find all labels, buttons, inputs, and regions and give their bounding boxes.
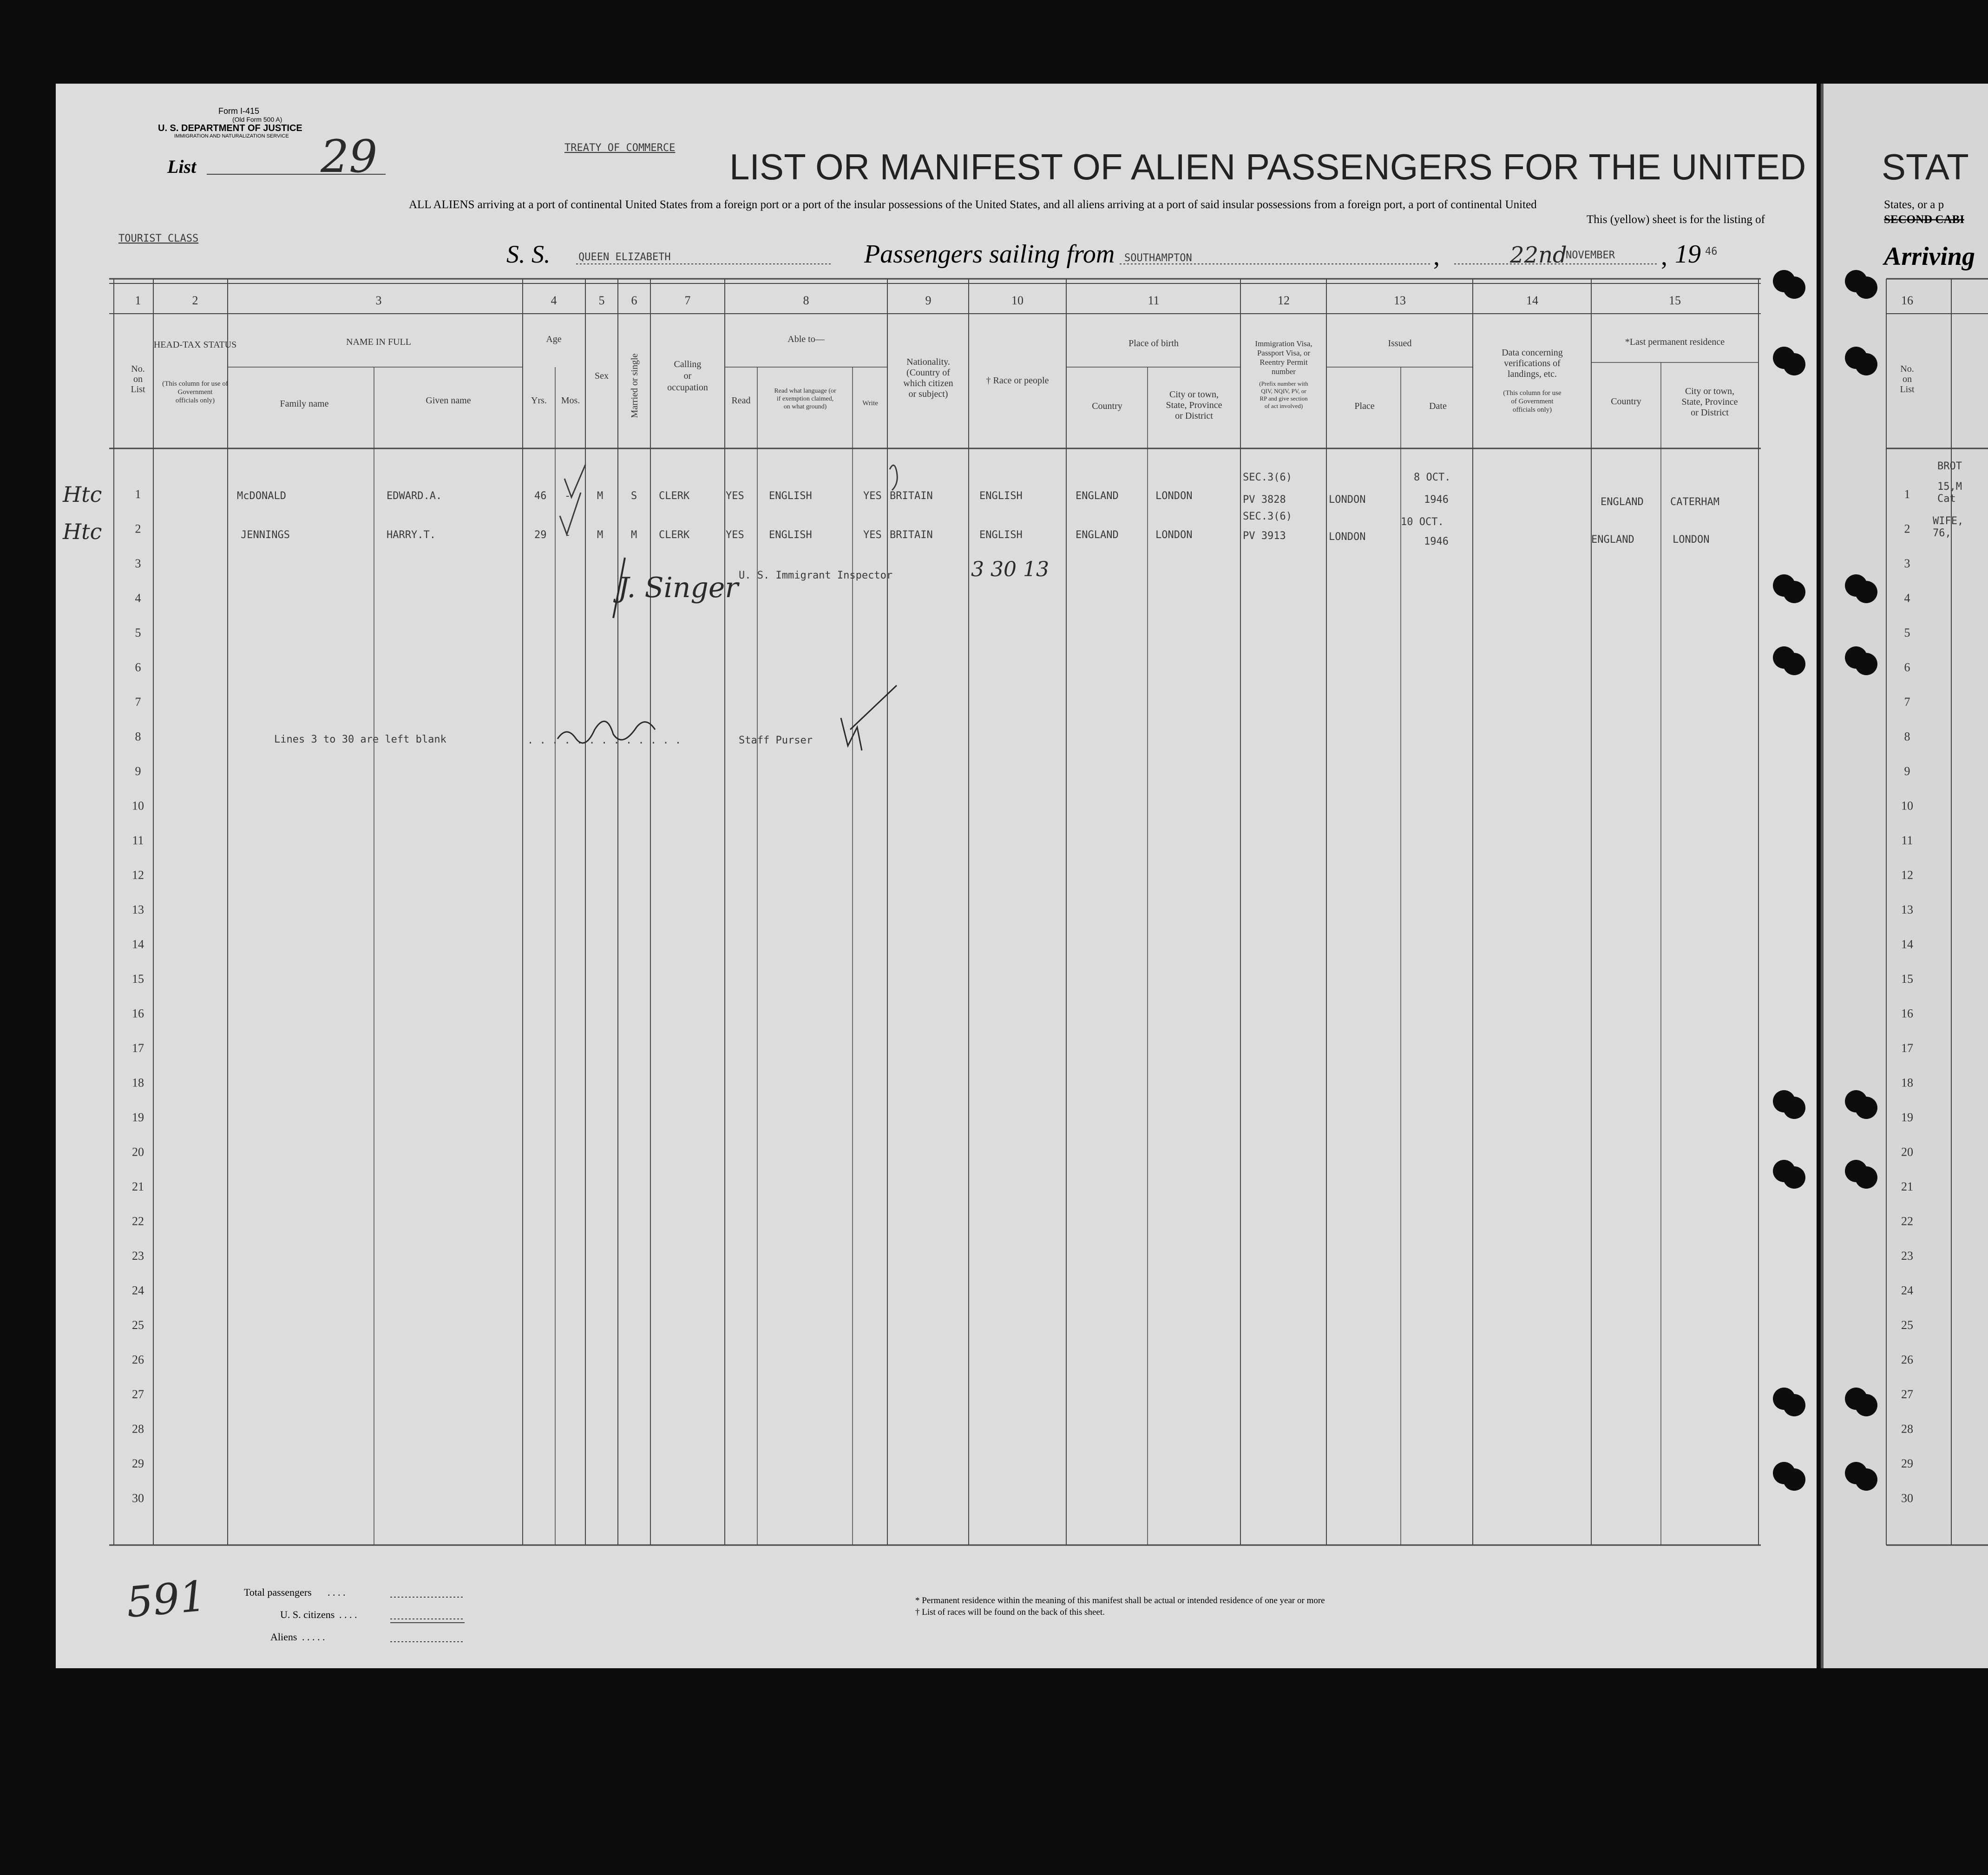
svg-text:landings, etc.: landings, etc.: [1507, 369, 1557, 379]
line-number: 23: [1901, 1249, 1913, 1263]
svg-text:RP and give section: RP and give section: [1260, 395, 1308, 402]
column-number: 4: [551, 294, 557, 307]
line-number: 5: [135, 626, 141, 639]
nationality-cell: BRITAIN: [890, 490, 933, 502]
age-cell: 29: [534, 529, 547, 541]
line-number: 11: [132, 834, 144, 847]
svg-text:QIV, NQIV, PV, or: QIV, NQIV, PV, or: [1261, 388, 1306, 395]
line-number: 24: [1901, 1283, 1913, 1297]
line-number: 27: [132, 1388, 144, 1401]
family-name-cell: JENNINGS: [241, 529, 290, 541]
svg-text:List: List: [1900, 384, 1915, 395]
line-number: 12: [132, 868, 144, 882]
svg-text:which citizen: which citizen: [903, 378, 953, 388]
visa-number-cell: PV 3913: [1243, 530, 1286, 542]
svg-text:(This column for use: (This column for use: [1503, 389, 1562, 397]
treaty-label: TREATY OF COMMERCE: [564, 142, 676, 154]
line-number: 30: [132, 1491, 144, 1505]
column-number: 10: [1011, 294, 1024, 307]
svg-text:officials only): officials only): [175, 397, 215, 404]
svg-text:Government: Government: [177, 388, 213, 396]
svg-text:on what ground): on what ground): [783, 403, 827, 410]
year-suffix: 46: [1705, 246, 1718, 257]
svg-text:State, Province: State, Province: [1681, 397, 1738, 407]
punch-hole: [1855, 353, 1877, 375]
read-cell: YES: [726, 529, 744, 541]
line-number: 1: [135, 487, 141, 501]
sailing-label: Passengers sailing from: [864, 240, 1115, 269]
family-name-cell: McDONALD: [237, 490, 286, 502]
line-number: 30: [1901, 1491, 1913, 1505]
months-cell: -: [564, 529, 571, 541]
column-number: 7: [684, 294, 691, 307]
issued-date-heading: Date: [1429, 401, 1447, 411]
family-name-heading: Family name: [280, 399, 329, 409]
line-number: 10: [1901, 799, 1913, 813]
residence-country-cell: ENGLAND: [1591, 534, 1634, 546]
list-label: List: [167, 156, 197, 177]
svg-text:City or town,: City or town,: [1685, 386, 1735, 396]
issued-place-cell: LONDON: [1329, 531, 1366, 543]
line-number: 9: [135, 764, 141, 778]
manifest-subtitle: ALL ALIENS arriving at a port of continental United States from a foreign port or a port of the insular possessions of the United States, and all aliens arriving at a port of said insular possessions from a foreign port, a port of continental United: [409, 198, 1537, 211]
line-number: 17: [132, 1041, 144, 1055]
married-heading: Married or single: [630, 353, 640, 418]
punch-hole: [1783, 1468, 1805, 1491]
col16-cell: BROT: [1937, 461, 1962, 472]
list-number: 29: [321, 131, 378, 183]
line-number: 15: [1901, 972, 1913, 986]
line-number: 3: [1904, 557, 1910, 570]
line-number: 29: [1901, 1457, 1913, 1470]
manifest-title: LIST OR MANIFEST OF ALIEN PASSENGERS FOR THE UNITED: [729, 146, 1806, 187]
line-number: 8: [1904, 730, 1910, 743]
birth-city-cell: LONDON: [1155, 490, 1193, 502]
punch-hole: [1855, 1468, 1877, 1491]
visa-section-cell: SEC.3(6): [1243, 472, 1292, 483]
manifest-sheet: [56, 84, 1817, 1668]
occupation-cell: CLERK: [659, 490, 690, 502]
line-number: 6: [135, 660, 141, 674]
line-number: 21: [132, 1180, 144, 1193]
ship-name: QUEEN ELIZABETH: [578, 251, 671, 263]
total-passengers-label: Total passengers: [244, 1586, 312, 1598]
line-number: 7: [135, 695, 141, 709]
column-number: 15: [1669, 294, 1681, 307]
line-number: 8: [135, 730, 141, 743]
svg-text:List: List: [131, 384, 145, 395]
able-to-heading: Able to—: [787, 334, 825, 344]
mos-heading: Mos.: [561, 395, 580, 406]
department: U. S. DEPARTMENT OF JUSTICE: [158, 123, 302, 133]
manifest-subtitle-continued: States, or a p: [1884, 198, 1944, 211]
birth-heading: Place of birth: [1129, 338, 1179, 349]
us-citizens-label: U. S. citizens: [280, 1609, 335, 1620]
language-cell: ENGLISH: [769, 529, 812, 541]
svg-text:No.: No.: [131, 364, 145, 374]
second-cabin: SECOND CABI: [1884, 213, 1964, 226]
line-number: 25: [1901, 1318, 1913, 1332]
sailing-day: 22nd: [1510, 242, 1567, 268]
svg-text:or: or: [683, 371, 692, 381]
inspector-date: 3 30 13: [971, 558, 1049, 581]
name-heading: NAME IN FULL: [346, 337, 411, 347]
col16-cell: WIFE,: [1933, 515, 1964, 527]
language-cell: ENGLISH: [769, 490, 812, 502]
punch-hole: [1783, 276, 1805, 299]
form-number: Form I-415: [218, 106, 260, 116]
line-number: 25: [132, 1318, 144, 1332]
line-number: 7: [1904, 695, 1910, 709]
line-number: 22: [132, 1214, 144, 1228]
class-label: TOURIST CLASS: [118, 233, 199, 244]
line-number: 23: [132, 1249, 144, 1263]
line-number: 16: [1901, 1007, 1913, 1020]
line-number: 2: [135, 522, 141, 536]
col16-cell: 15,M: [1937, 481, 1962, 493]
manifest-title-continued: STAT: [1882, 146, 1969, 187]
svg-text:. . . .: . . . .: [339, 1609, 357, 1620]
read-heading: Read: [731, 395, 751, 406]
purser-title: Staff Purser: [739, 735, 813, 746]
column-number: 5: [598, 294, 605, 307]
age-heading: Age: [546, 334, 562, 344]
column-number: 9: [925, 294, 932, 307]
sex-cell: M: [597, 529, 604, 541]
line-number: 28: [132, 1422, 144, 1436]
line-number: 12: [1901, 868, 1913, 882]
column-number: 16: [1901, 294, 1913, 307]
port-name: SOUTHAMPTON: [1124, 252, 1192, 264]
column-number: 12: [1278, 294, 1290, 307]
row-mark: Htc: [63, 482, 102, 507]
marital-cell: M: [631, 529, 637, 541]
issued-place-heading: Place: [1354, 401, 1375, 411]
svg-text:(This column for use of: (This column for use of: [162, 380, 228, 388]
year-prefix: 19: [1675, 240, 1701, 269]
svg-text:or subject): or subject): [908, 389, 948, 399]
line-number: 13: [132, 903, 144, 916]
svg-text:Immigration Visa,: Immigration Visa,: [1255, 339, 1312, 348]
line-number: 15: [132, 972, 144, 986]
write-heading: Write: [862, 400, 878, 407]
svg-text:or District: or District: [1175, 411, 1213, 421]
svg-text:of Government: of Government: [1511, 398, 1554, 405]
ss-label: S. S.: [506, 240, 551, 268]
punch-hole: [1783, 353, 1805, 375]
line-number: 11: [1901, 834, 1913, 847]
svg-text:. . . . . . . . . . . . .: . . . . . . . . . . . . .: [527, 735, 682, 746]
punch-hole: [1855, 653, 1877, 675]
issued-date-cell: 8 OCT.: [1414, 472, 1451, 483]
svg-text:,: ,: [1661, 242, 1667, 271]
svg-text:Data concerning: Data concerning: [1502, 348, 1563, 358]
svg-text:on: on: [133, 374, 143, 384]
occupation-cell: CLERK: [659, 529, 690, 541]
visa-section-cell: SEC.3(6): [1243, 511, 1292, 522]
nationality-cell: BRITAIN: [890, 529, 933, 541]
column-number: 6: [631, 294, 637, 307]
svg-text:if exemption claimed,: if exemption claimed,: [776, 395, 834, 402]
svg-text:occupation: occupation: [667, 382, 708, 393]
line-number: 19: [1901, 1111, 1913, 1124]
svg-text:number: number: [1272, 367, 1296, 376]
inspector-signature: J. Singer: [618, 572, 739, 604]
line-number: 24: [132, 1283, 144, 1297]
footnote-races: † List of races will be found on the back of this sheet.: [915, 1607, 1105, 1617]
sailing-month: NOVEMBER: [1566, 250, 1615, 261]
line-number: 9: [1904, 764, 1910, 778]
head-tax-heading: HEAD-TAX STATUS: [153, 340, 237, 350]
svg-text:,: ,: [1433, 242, 1440, 271]
svg-text:officials only): officials only): [1512, 406, 1552, 414]
svg-text:No.: No.: [1900, 364, 1914, 374]
sheet-note: This (yellow) sheet is for the listing of: [1587, 213, 1765, 226]
punch-hole: [1855, 1394, 1877, 1416]
punch-hole: [1783, 653, 1805, 675]
row-mark: Htc: [63, 519, 102, 544]
line-number: 5: [1904, 626, 1910, 639]
svg-text:. . . . .: . . . . .: [302, 1631, 325, 1643]
inspector-title: U. S. Immigrant Inspector: [739, 570, 893, 581]
line-number: 4: [135, 591, 141, 605]
line-number: 26: [1901, 1353, 1913, 1367]
birth-city-cell: LONDON: [1155, 529, 1193, 541]
svg-text:City or town,: City or town,: [1169, 389, 1219, 400]
column-number: 11: [1148, 294, 1160, 307]
residence-country-cell: ENGLAND: [1601, 496, 1644, 508]
punch-hole: [1783, 1394, 1805, 1416]
punch-hole: [1855, 276, 1877, 299]
line-number: 14: [132, 937, 144, 951]
column-number: 3: [375, 294, 382, 307]
residence-city-cell: CATERHAM: [1670, 496, 1719, 508]
svg-text:. . . .: . . . .: [328, 1586, 346, 1598]
svg-text:State, Province: State, Province: [1166, 400, 1222, 410]
birth-country-heading: Country: [1092, 401, 1122, 411]
blank-lines-note: Lines 3 to 30 are left blank: [274, 734, 446, 745]
column-number: 2: [192, 294, 198, 307]
svg-text:Calling: Calling: [674, 359, 702, 369]
line-number: 28: [1901, 1422, 1913, 1436]
svg-text:(Country of: (Country of: [906, 368, 950, 378]
read-cell: YES: [726, 490, 744, 502]
issued-place-cell: LONDON: [1329, 494, 1366, 506]
svg-text:Passport Visa, or: Passport Visa, or: [1257, 349, 1311, 357]
column-number: 8: [803, 294, 809, 307]
svg-text:Reentry Permit: Reentry Permit: [1260, 358, 1308, 367]
svg-text:on: on: [1903, 374, 1912, 384]
svg-text:verifications of: verifications of: [1504, 358, 1561, 368]
handwritten-number: 591: [124, 1572, 209, 1627]
sex-cell: M: [597, 490, 604, 502]
residence-heading: *Last permanent residence: [1625, 337, 1725, 347]
col16-cell: 76,: [1933, 527, 1951, 539]
residence-country-heading: Country: [1611, 396, 1641, 407]
line-number: 6: [1904, 660, 1910, 674]
service: IMMIGRATION AND NATURALIZATION SERVICE: [174, 133, 289, 139]
line-number: 16: [132, 1007, 144, 1020]
line-number: 22: [1901, 1214, 1913, 1228]
punch-hole: [1855, 1166, 1877, 1189]
line-number: 18: [132, 1076, 144, 1090]
issued-date-cell: 10 OCT.: [1401, 516, 1444, 528]
given-name-cell: EDWARD.A.: [387, 490, 442, 502]
col16-cell: Cat: [1937, 493, 1956, 505]
line-number: 4: [1904, 591, 1910, 605]
sex-heading: Sex: [595, 371, 609, 381]
line-number: 19: [132, 1111, 144, 1124]
line-number: 14: [1901, 937, 1913, 951]
punch-hole: [1783, 1097, 1805, 1119]
line-number: 26: [132, 1353, 144, 1367]
birth-country-cell: ENGLAND: [1076, 490, 1119, 502]
aliens-label: Aliens: [270, 1631, 297, 1643]
residence-city-cell: LONDON: [1673, 534, 1710, 546]
given-name-heading: Given name: [426, 395, 471, 406]
line-number: 17: [1901, 1041, 1913, 1055]
line-number: 2: [1904, 522, 1910, 536]
line-number: 13: [1901, 903, 1913, 916]
column-number: 1: [135, 294, 141, 307]
line-number: 20: [132, 1145, 144, 1159]
svg-text:Nationality.: Nationality.: [906, 357, 950, 367]
punch-hole: [1855, 581, 1877, 603]
punch-hole: [1783, 1166, 1805, 1189]
svg-text:of act involved): of act involved): [1264, 402, 1303, 409]
line-number: 27: [1901, 1388, 1913, 1401]
months-cell: -: [564, 490, 571, 502]
column-number: 13: [1394, 294, 1406, 307]
birth-country-cell: ENGLAND: [1076, 529, 1119, 541]
issued-year-cell: 1946: [1424, 494, 1449, 506]
line-number: 3: [135, 557, 141, 570]
line-number: 1: [1904, 487, 1910, 501]
form-number-old: (Old Form 500 A): [232, 116, 282, 123]
svg-text:or District: or District: [1691, 408, 1729, 418]
age-cell: 46: [534, 490, 547, 502]
yrs-heading: Yrs.: [531, 395, 547, 406]
given-name-cell: HARRY.T.: [387, 529, 436, 541]
column-number: 14: [1526, 294, 1538, 307]
line-number: 18: [1901, 1076, 1913, 1090]
arriving-label: Arriving: [1884, 242, 1975, 271]
line-number: 21: [1901, 1180, 1913, 1193]
race-cell: ENGLISH: [979, 529, 1023, 541]
race-cell: ENGLISH: [979, 490, 1023, 502]
svg-text:Read what language (or: Read what language (or: [774, 388, 836, 395]
issued-heading: Issued: [1388, 338, 1412, 349]
issued-year-cell: 1946: [1424, 536, 1449, 547]
race-heading: † Race or people: [986, 375, 1049, 386]
line-number: 10: [132, 799, 144, 813]
punch-hole: [1783, 581, 1805, 603]
visa-number-cell: PV 3828: [1243, 494, 1286, 506]
write-cell: YES: [863, 490, 882, 502]
svg-text:(Prefix number with: (Prefix number with: [1259, 380, 1308, 387]
write-cell: YES: [863, 529, 882, 541]
punch-hole: [1855, 1097, 1877, 1119]
footnote-residence: * Permanent residence within the meaning of this manifest shall be actual or intended residence of one year or more: [915, 1596, 1325, 1605]
line-number: 20: [1901, 1145, 1913, 1159]
line-number: 29: [132, 1457, 144, 1470]
marital-cell: S: [631, 490, 637, 502]
